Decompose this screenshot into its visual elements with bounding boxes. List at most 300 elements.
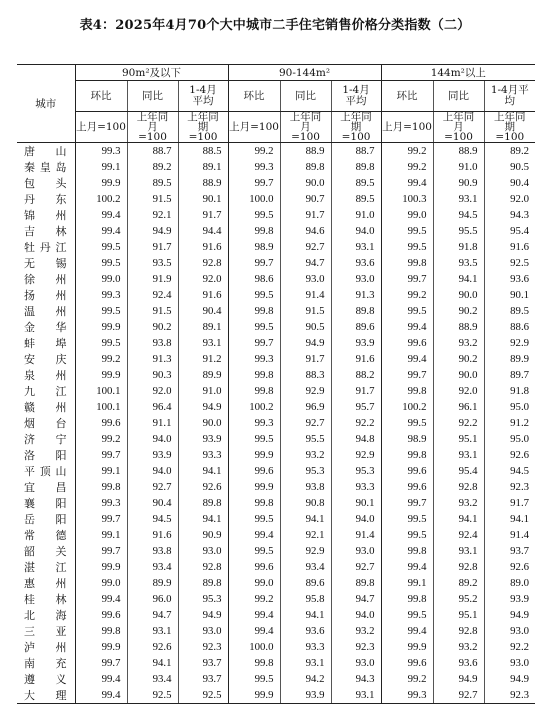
index-value: 92.8	[178, 255, 228, 271]
index-value: 91.9	[127, 271, 178, 287]
index-value: 94.0	[331, 223, 381, 239]
index-value: 99.1	[75, 159, 127, 175]
index-value: 93.3	[178, 447, 228, 463]
index-value: 99.2	[228, 591, 280, 607]
index-value: 91.7	[280, 351, 331, 367]
index-value: 95.3	[280, 463, 331, 479]
index-value: 99.3	[75, 143, 127, 160]
index-value: 99.3	[228, 351, 280, 367]
index-value: 89.8	[280, 159, 331, 175]
index-value: 92.8	[433, 623, 484, 639]
index-value: 92.1	[127, 207, 178, 223]
index-value: 93.2	[280, 447, 331, 463]
index-value: 91.8	[484, 383, 535, 399]
index-value: 92.1	[280, 527, 331, 543]
index-value: 99.6	[75, 415, 127, 431]
index-value: 90.2	[433, 351, 484, 367]
column-header: 同比	[433, 81, 484, 112]
index-value: 93.3	[280, 639, 331, 655]
index-value: 99.6	[228, 559, 280, 575]
index-value: 99.5	[228, 671, 280, 687]
group-header-medium: 90-144m²	[228, 65, 381, 81]
base-header-row	[17, 112, 535, 143]
index-value: 91.2	[178, 351, 228, 367]
index-value: 90.1	[178, 191, 228, 207]
index-value: 99.3	[75, 495, 127, 511]
index-value: 90.4	[127, 495, 178, 511]
index-value: 90.5	[484, 159, 535, 175]
index-value: 91.1	[127, 415, 178, 431]
index-value: 99.5	[228, 511, 280, 527]
index-value: 95.5	[433, 223, 484, 239]
index-value: 99.3	[75, 287, 127, 303]
index-value: 89.8	[331, 303, 381, 319]
index-value: 99.8	[75, 479, 127, 495]
table-row	[17, 479, 535, 495]
city-name: 宜昌	[17, 479, 75, 495]
index-value: 93.6	[331, 255, 381, 271]
city-name: 丹东	[17, 191, 75, 207]
index-value: 89.9	[484, 351, 535, 367]
index-value: 93.1	[331, 239, 381, 255]
price-index-table	[17, 64, 535, 704]
column-header: 1-4月平均	[178, 81, 228, 112]
index-value: 91.0	[433, 159, 484, 175]
index-value: 99.9	[75, 319, 127, 335]
index-value: 99.8	[228, 223, 280, 239]
index-value: 92.3	[178, 639, 228, 655]
index-value: 94.2	[280, 671, 331, 687]
index-value: 92.2	[433, 415, 484, 431]
index-value: 92.2	[484, 639, 535, 655]
index-value: 88.2	[331, 367, 381, 383]
index-value: 89.9	[178, 367, 228, 383]
index-value: 89.0	[484, 575, 535, 591]
index-value: 94.9	[280, 335, 331, 351]
index-value: 92.6	[178, 479, 228, 495]
city-name: 南充	[17, 655, 75, 671]
index-value: 95.5	[280, 431, 331, 447]
table-row	[17, 655, 535, 671]
index-value: 91.6	[127, 527, 178, 543]
index-value: 99.3	[228, 415, 280, 431]
index-value: 93.7	[178, 655, 228, 671]
index-value: 99.6	[75, 607, 127, 623]
city-name: 桂林	[17, 591, 75, 607]
index-value: 99.3	[381, 687, 433, 704]
index-value: 93.9	[178, 431, 228, 447]
index-value: 93.4	[127, 671, 178, 687]
city-column-header: 城市	[17, 65, 75, 143]
index-value: 91.6	[178, 239, 228, 255]
index-value: 99.6	[381, 655, 433, 671]
index-value: 92.5	[178, 687, 228, 704]
index-value: 93.1	[127, 623, 178, 639]
index-value: 99.9	[228, 687, 280, 704]
index-value: 90.1	[484, 287, 535, 303]
index-value: 89.1	[178, 319, 228, 335]
index-value: 100.0	[228, 191, 280, 207]
index-value: 99.8	[228, 655, 280, 671]
index-value: 94.1	[280, 511, 331, 527]
table-row	[17, 591, 535, 607]
index-value: 99.7	[381, 271, 433, 287]
city-name: 烟台	[17, 415, 75, 431]
index-value: 99.2	[381, 287, 433, 303]
index-value: 94.5	[127, 511, 178, 527]
index-value: 93.0	[280, 271, 331, 287]
base-label: 上年同期=100	[484, 112, 535, 143]
city-name: 牡丹江	[17, 239, 75, 255]
index-value: 89.6	[280, 575, 331, 591]
index-value: 92.7	[127, 479, 178, 495]
base-label: 上月=100	[75, 112, 127, 143]
index-value: 94.1	[433, 511, 484, 527]
column-header-row	[17, 81, 535, 112]
index-value: 89.2	[484, 143, 535, 160]
index-value: 92.4	[127, 287, 178, 303]
index-value: 99.0	[381, 207, 433, 223]
index-value: 92.0	[127, 383, 178, 399]
index-value: 95.1	[433, 607, 484, 623]
index-value: 99.4	[381, 623, 433, 639]
index-value: 100.2	[381, 399, 433, 415]
index-value: 99.9	[75, 639, 127, 655]
index-value: 92.0	[433, 383, 484, 399]
index-value: 91.4	[331, 527, 381, 543]
index-value: 93.0	[331, 271, 381, 287]
index-value: 99.7	[75, 447, 127, 463]
index-value: 99.7	[228, 335, 280, 351]
index-value: 96.4	[127, 399, 178, 415]
index-value: 92.9	[280, 543, 331, 559]
index-value: 89.9	[127, 575, 178, 591]
index-value: 99.2	[75, 431, 127, 447]
table-row	[17, 399, 535, 415]
index-value: 93.3	[331, 479, 381, 495]
city-name: 金华	[17, 319, 75, 335]
base-label: 上年同期=100	[331, 112, 381, 143]
table-row	[17, 207, 535, 223]
index-value: 93.9	[331, 335, 381, 351]
index-value: 92.7	[280, 415, 331, 431]
index-value: 99.9	[75, 559, 127, 575]
index-value: 94.1	[280, 607, 331, 623]
index-value: 90.3	[127, 367, 178, 383]
index-value: 94.0	[127, 431, 178, 447]
index-value: 91.2	[484, 415, 535, 431]
index-value: 94.7	[127, 607, 178, 623]
table-row	[17, 575, 535, 591]
table-row	[17, 543, 535, 559]
index-value: 90.0	[433, 287, 484, 303]
index-value: 94.1	[484, 511, 535, 527]
index-value: 93.9	[280, 687, 331, 704]
index-value: 95.1	[433, 431, 484, 447]
index-value: 90.5	[280, 319, 331, 335]
index-value: 99.6	[381, 463, 433, 479]
table-row	[17, 191, 535, 207]
index-value: 88.9	[433, 143, 484, 160]
group-header-small: 90m²及以下	[75, 65, 228, 81]
index-value: 91.7	[280, 207, 331, 223]
index-value: 100.3	[381, 191, 433, 207]
index-value: 99.5	[228, 543, 280, 559]
table-row	[17, 639, 535, 655]
index-value: 99.4	[228, 607, 280, 623]
index-value: 95.7	[331, 399, 381, 415]
index-value: 99.9	[75, 175, 127, 191]
index-value: 99.7	[228, 255, 280, 271]
index-value: 99.0	[75, 575, 127, 591]
index-value: 95.4	[484, 223, 535, 239]
index-value: 99.2	[75, 351, 127, 367]
table-header	[17, 65, 535, 143]
index-value: 93.1	[433, 191, 484, 207]
city-name: 韶关	[17, 543, 75, 559]
index-value: 90.0	[280, 175, 331, 191]
index-value: 94.1	[178, 463, 228, 479]
index-value: 90.9	[178, 527, 228, 543]
index-value: 91.8	[433, 239, 484, 255]
city-name: 安庆	[17, 351, 75, 367]
city-name: 洛阳	[17, 447, 75, 463]
base-label: 上年同月=100	[280, 112, 331, 143]
index-value: 99.6	[381, 335, 433, 351]
index-value: 94.1	[178, 511, 228, 527]
index-value: 99.1	[381, 575, 433, 591]
group-header-large: 144m²以上	[381, 65, 535, 81]
index-value: 99.5	[381, 239, 433, 255]
index-value: 99.5	[381, 223, 433, 239]
table-row	[17, 223, 535, 239]
index-value: 93.4	[127, 559, 178, 575]
city-name: 蚌埠	[17, 335, 75, 351]
table-row	[17, 559, 535, 575]
table-row	[17, 431, 535, 447]
index-value: 93.1	[433, 543, 484, 559]
index-value: 93.2	[331, 623, 381, 639]
index-value: 99.0	[75, 271, 127, 287]
table-row	[17, 303, 535, 319]
base-label: 上年同月=100	[433, 112, 484, 143]
index-value: 99.4	[75, 591, 127, 607]
city-name: 扬州	[17, 287, 75, 303]
index-value: 98.9	[228, 239, 280, 255]
index-value: 94.4	[178, 223, 228, 239]
city-name: 唐山	[17, 143, 75, 160]
column-header: 环比	[228, 81, 280, 112]
table-row	[17, 239, 535, 255]
index-value: 100.2	[75, 191, 127, 207]
index-value: 99.4	[381, 319, 433, 335]
index-value: 99.5	[228, 319, 280, 335]
table-row	[17, 527, 535, 543]
index-value: 99.8	[381, 447, 433, 463]
index-value: 94.9	[178, 607, 228, 623]
index-value: 91.7	[331, 383, 381, 399]
index-value: 92.5	[484, 255, 535, 271]
index-value: 91.7	[127, 239, 178, 255]
index-value: 92.6	[484, 447, 535, 463]
index-value: 99.4	[381, 351, 433, 367]
index-value: 99.5	[75, 335, 127, 351]
index-value: 89.8	[331, 159, 381, 175]
index-value: 99.5	[381, 527, 433, 543]
index-value: 89.5	[127, 175, 178, 191]
index-value: 94.1	[433, 271, 484, 287]
column-header: 1-4月平均	[331, 81, 381, 112]
index-value: 91.7	[178, 207, 228, 223]
index-value: 93.1	[433, 447, 484, 463]
index-value: 91.6	[178, 287, 228, 303]
index-value: 94.0	[331, 607, 381, 623]
index-value: 99.5	[381, 511, 433, 527]
index-value: 90.7	[280, 191, 331, 207]
index-value: 92.3	[484, 687, 535, 704]
index-value: 99.5	[381, 415, 433, 431]
index-value: 99.2	[228, 143, 280, 160]
index-value: 93.2	[433, 495, 484, 511]
index-value: 99.2	[381, 143, 433, 160]
index-value: 93.2	[433, 335, 484, 351]
index-value: 99.7	[75, 543, 127, 559]
index-value: 90.0	[178, 415, 228, 431]
table-body	[17, 143, 535, 704]
table-row	[17, 607, 535, 623]
index-value: 99.8	[228, 383, 280, 399]
index-value: 91.4	[484, 527, 535, 543]
index-value: 90.9	[433, 175, 484, 191]
index-value: 92.3	[331, 639, 381, 655]
index-value: 91.5	[280, 303, 331, 319]
index-value: 88.5	[178, 143, 228, 160]
column-header: 同比	[280, 81, 331, 112]
index-value: 88.3	[280, 367, 331, 383]
index-value: 89.5	[331, 191, 381, 207]
index-value: 88.9	[280, 143, 331, 160]
city-name: 徐州	[17, 271, 75, 287]
index-value: 91.6	[331, 351, 381, 367]
index-value: 88.9	[178, 175, 228, 191]
index-value: 94.7	[280, 255, 331, 271]
index-value: 99.8	[228, 495, 280, 511]
index-value: 99.8	[381, 383, 433, 399]
index-value: 92.9	[280, 383, 331, 399]
index-value: 93.0	[331, 543, 381, 559]
city-name: 大理	[17, 687, 75, 704]
index-value: 92.9	[484, 335, 535, 351]
index-value: 93.8	[127, 543, 178, 559]
index-value: 92.8	[433, 479, 484, 495]
table-row	[17, 511, 535, 527]
index-value: 94.3	[331, 671, 381, 687]
index-value: 99.4	[75, 207, 127, 223]
index-value: 91.0	[178, 383, 228, 399]
city-name: 襄阳	[17, 495, 75, 511]
index-value: 99.4	[75, 223, 127, 239]
index-value: 93.5	[433, 255, 484, 271]
index-value: 99.6	[228, 463, 280, 479]
index-value: 99.5	[75, 303, 127, 319]
index-value: 93.4	[280, 559, 331, 575]
index-value: 93.5	[127, 255, 178, 271]
index-value: 99.8	[228, 367, 280, 383]
index-value: 92.7	[331, 559, 381, 575]
index-value: 94.0	[331, 511, 381, 527]
base-label: 上年同月=100	[127, 112, 178, 143]
index-value: 99.1	[75, 463, 127, 479]
base-label: 上月=100	[228, 112, 280, 143]
index-value: 99.7	[228, 175, 280, 191]
city-name: 泉州	[17, 367, 75, 383]
base-label: 上年同期=100	[178, 112, 228, 143]
index-value: 89.2	[127, 159, 178, 175]
index-value: 93.6	[484, 271, 535, 287]
index-value: 94.7	[331, 591, 381, 607]
index-value: 93.7	[484, 543, 535, 559]
city-name: 平顶山	[17, 463, 75, 479]
index-value: 99.5	[228, 287, 280, 303]
index-value: 94.9	[178, 399, 228, 415]
index-value: 99.7	[381, 495, 433, 511]
index-value: 99.4	[228, 527, 280, 543]
index-value: 91.5	[127, 191, 178, 207]
index-value: 98.9	[381, 431, 433, 447]
index-value: 93.8	[280, 479, 331, 495]
index-value: 99.2	[381, 159, 433, 175]
index-value: 93.0	[484, 623, 535, 639]
index-value: 92.2	[331, 415, 381, 431]
index-value: 94.9	[484, 607, 535, 623]
city-name: 岳阳	[17, 511, 75, 527]
city-name: 常德	[17, 527, 75, 543]
index-value: 93.9	[484, 591, 535, 607]
index-value: 91.3	[331, 287, 381, 303]
index-value: 93.2	[433, 639, 484, 655]
city-name: 包头	[17, 175, 75, 191]
index-value: 89.1	[178, 159, 228, 175]
index-value: 95.4	[433, 463, 484, 479]
index-value: 95.3	[331, 463, 381, 479]
index-value: 99.8	[75, 623, 127, 639]
index-value: 99.0	[228, 575, 280, 591]
city-name: 秦皇岛	[17, 159, 75, 175]
index-value: 94.6	[280, 223, 331, 239]
index-value: 91.4	[280, 287, 331, 303]
index-value: 92.6	[484, 559, 535, 575]
column-header: 环比	[75, 81, 127, 112]
table-row	[17, 319, 535, 335]
city-name: 北海	[17, 607, 75, 623]
city-name: 九江	[17, 383, 75, 399]
index-value: 91.6	[484, 239, 535, 255]
city-name: 湛江	[17, 559, 75, 575]
city-name: 吉林	[17, 223, 75, 239]
table-row	[17, 175, 535, 191]
index-value: 99.4	[75, 671, 127, 687]
index-value: 99.2	[381, 671, 433, 687]
table-row	[17, 623, 535, 639]
index-value: 90.4	[178, 303, 228, 319]
index-value: 99.5	[381, 303, 433, 319]
index-value: 93.8	[127, 335, 178, 351]
index-value: 99.6	[381, 479, 433, 495]
index-value: 92.0	[178, 271, 228, 287]
index-value: 93.1	[280, 655, 331, 671]
index-value: 92.8	[433, 559, 484, 575]
index-value: 92.0	[484, 191, 535, 207]
